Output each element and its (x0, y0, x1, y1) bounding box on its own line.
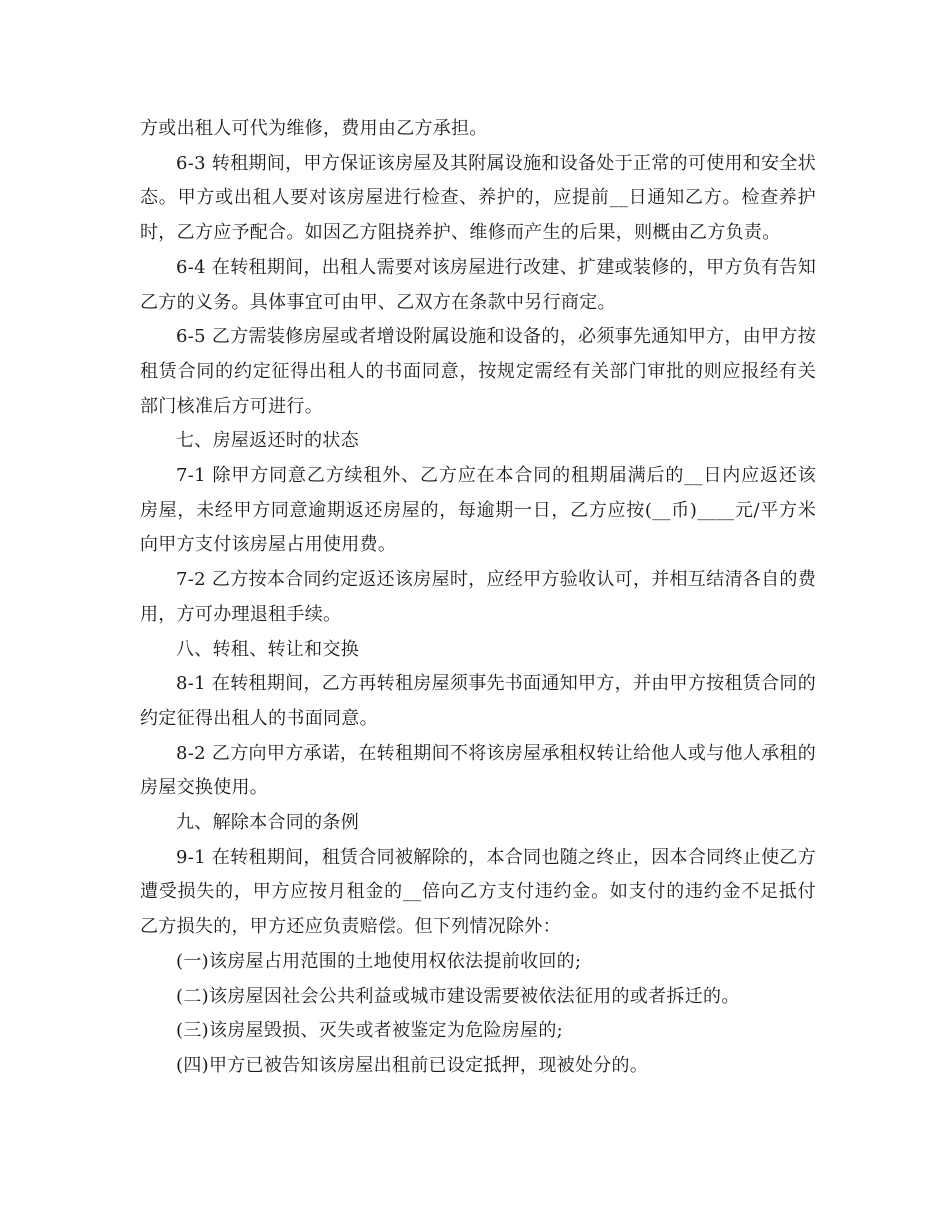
document-body (140, 112, 816, 1084)
clause-6-4: 6-4 在转租期间，出租人需要对该房屋进行改建、扩建或装修的，甲方负有告知乙方的义务。具体事宜可由甲、乙双方在条款中另行商定。 (140, 256, 816, 313)
exception-item-4: (四)甲方已被告知该房屋出租前已设定抵押，现被处分的。 (176, 1054, 649, 1076)
paragraph-continuation: 方或出租人可代为维修，费用由乙方承担。 (140, 118, 488, 139)
clause-6-5: 6-5 乙方需装修房屋或者增设附属设施和设备的，必须事先通知甲方，由甲方按租赁合同的约定征得出租人的书面同意，按规定需经有关部门审批的则应报经有关部门核准后方可进行。 (140, 326, 816, 417)
section-heading-7: 七、房屋返还时的状态 (176, 430, 359, 452)
section-heading-8: 八、转租、转让和交换 (176, 638, 359, 660)
clause-9-1: 9-1 在转租期间，租赁合同被解除的，本合同也随之终止，因本合同终止使乙方遭受损失的，甲方应按月租金的__倍向乙方支付违约金。如支付的违约金不足抵付乙方损失的，甲方还应负责赔偿。但下列情况除外： (140, 846, 816, 938)
exception-item-1: (一)该房屋占用范围的土地使用权依法提前收回的; (176, 950, 582, 972)
clause-7-1: 7-1 除甲方同意乙方续租外、乙方应在本合同的租期届满后的__日内应返还该房屋，未经甲方同意逾期返还房屋的，每逾期一日，乙方应按(__币)____元/平方米向甲方支付该房屋占用使用费。 (140, 465, 816, 556)
exception-item-3: (三)该房屋毁损、灭失或者被鉴定为危险房屋的; (176, 1020, 564, 1042)
clause-8-1: 8-1 在转租期间，乙方再转租房屋须事先书面通知甲方，并由甲方按租赁合同的约定征得出租人的书面同意。 (140, 673, 816, 729)
clause-6-3: 6-3 转租期间，甲方保证该房屋及其附属设施和设备处于正常的可使用和安全状态。甲方或出租人要对该房屋进行检查、养护的，应提前__日通知乙方。检查养护时，乙方应予配合。如因乙方阻挠养护、维修而产生的后果，则概由乙方负责。 (140, 152, 816, 244)
section-heading-9: 九、解除本合同的条例 (176, 812, 359, 834)
clause-8-2: 8-2 乙方向甲方承诺，在转租期间不将该房屋承租权转让给他人或与他人承租的房屋交换使用。 (140, 742, 816, 799)
exception-item-2: (二)该房屋因社会公共利益或城市建设需要被依法征用的或者拆迁的。 (176, 985, 740, 1007)
clause-7-2: 7-2 乙方按本合同约定返还该房屋时，应经甲方验收认可，并相互结清各自的费用，方可办理退租手续。 (140, 569, 816, 625)
